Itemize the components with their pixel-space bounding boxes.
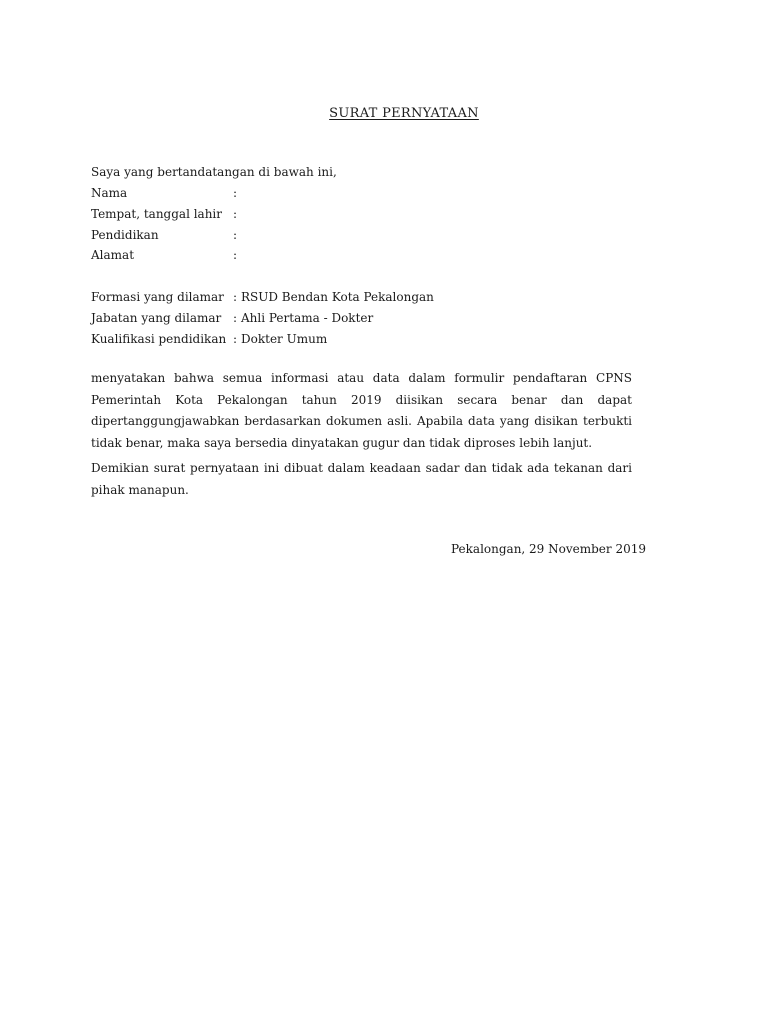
- field-separator: :: [233, 331, 238, 346]
- field-label: Pendidikan: [91, 227, 159, 242]
- field-value: RSUD Bendan Kota Pekalongan: [241, 290, 434, 304]
- field-label: Kualifikasi pendidikan: [91, 331, 227, 346]
- field-value: Dokter Umum: [241, 331, 328, 346]
- field-separator: :: [233, 206, 238, 221]
- field-value: [239, 245, 241, 266]
- place-date: Pekalongan, 29 November 2019: [451, 542, 646, 556]
- field-separator: :: [233, 290, 238, 304]
- job-fields: [91, 287, 434, 349]
- field-row-nama: [91, 183, 241, 204]
- field-label: Tempat, tanggal lahir: [91, 206, 223, 221]
- document-title: SURAT PERNYATAAN: [329, 106, 479, 121]
- field-value: [239, 183, 241, 204]
- field-separator: :: [233, 310, 238, 325]
- closing-paragraph: Demikian surat pernyataan ini dibuat dalam keadaan sadar dan tidak ada tekanan dari pihak manapun.: [91, 461, 632, 497]
- field-separator: :: [233, 186, 238, 200]
- intro-text: Saya yang bertandatangan di bawah ini,: [91, 165, 337, 179]
- field-value: [239, 204, 241, 225]
- field-row-jabatan: [91, 308, 434, 329]
- field-separator: :: [233, 248, 238, 263]
- field-value: Ahli Pertama - Dokter: [241, 310, 374, 325]
- personal-fields: [91, 183, 241, 266]
- field-label: Alamat: [91, 248, 135, 263]
- field-separator: :: [233, 227, 238, 242]
- field-row-formasi: [91, 287, 434, 308]
- statement-paragraph: menyatakan bahwa semua informasi atau data dalam formulir pendaftaran CPNS Pemerintah Kota Pekalongan tahun 2019 diisikan secara benar dan dapat dipertanggungjawabkan berdasarkan dokumen asli. Apabila data yang disikan terbukti tidak benar, maka saya bersedia dinyatakan gugur dan tidak diproses lebih lanjut.: [91, 371, 632, 450]
- field-label: Nama: [91, 186, 128, 200]
- field-label: Formasi yang dilamar: [91, 290, 224, 304]
- field-row-alamat: [91, 245, 241, 266]
- field-row-pendidikan: [91, 225, 241, 246]
- field-row-kualifikasi: [91, 329, 434, 350]
- field-row-tempat-tanggal-lahir: [91, 204, 241, 225]
- field-value: [239, 225, 241, 246]
- field-label: Jabatan yang dilamar: [91, 310, 222, 325]
